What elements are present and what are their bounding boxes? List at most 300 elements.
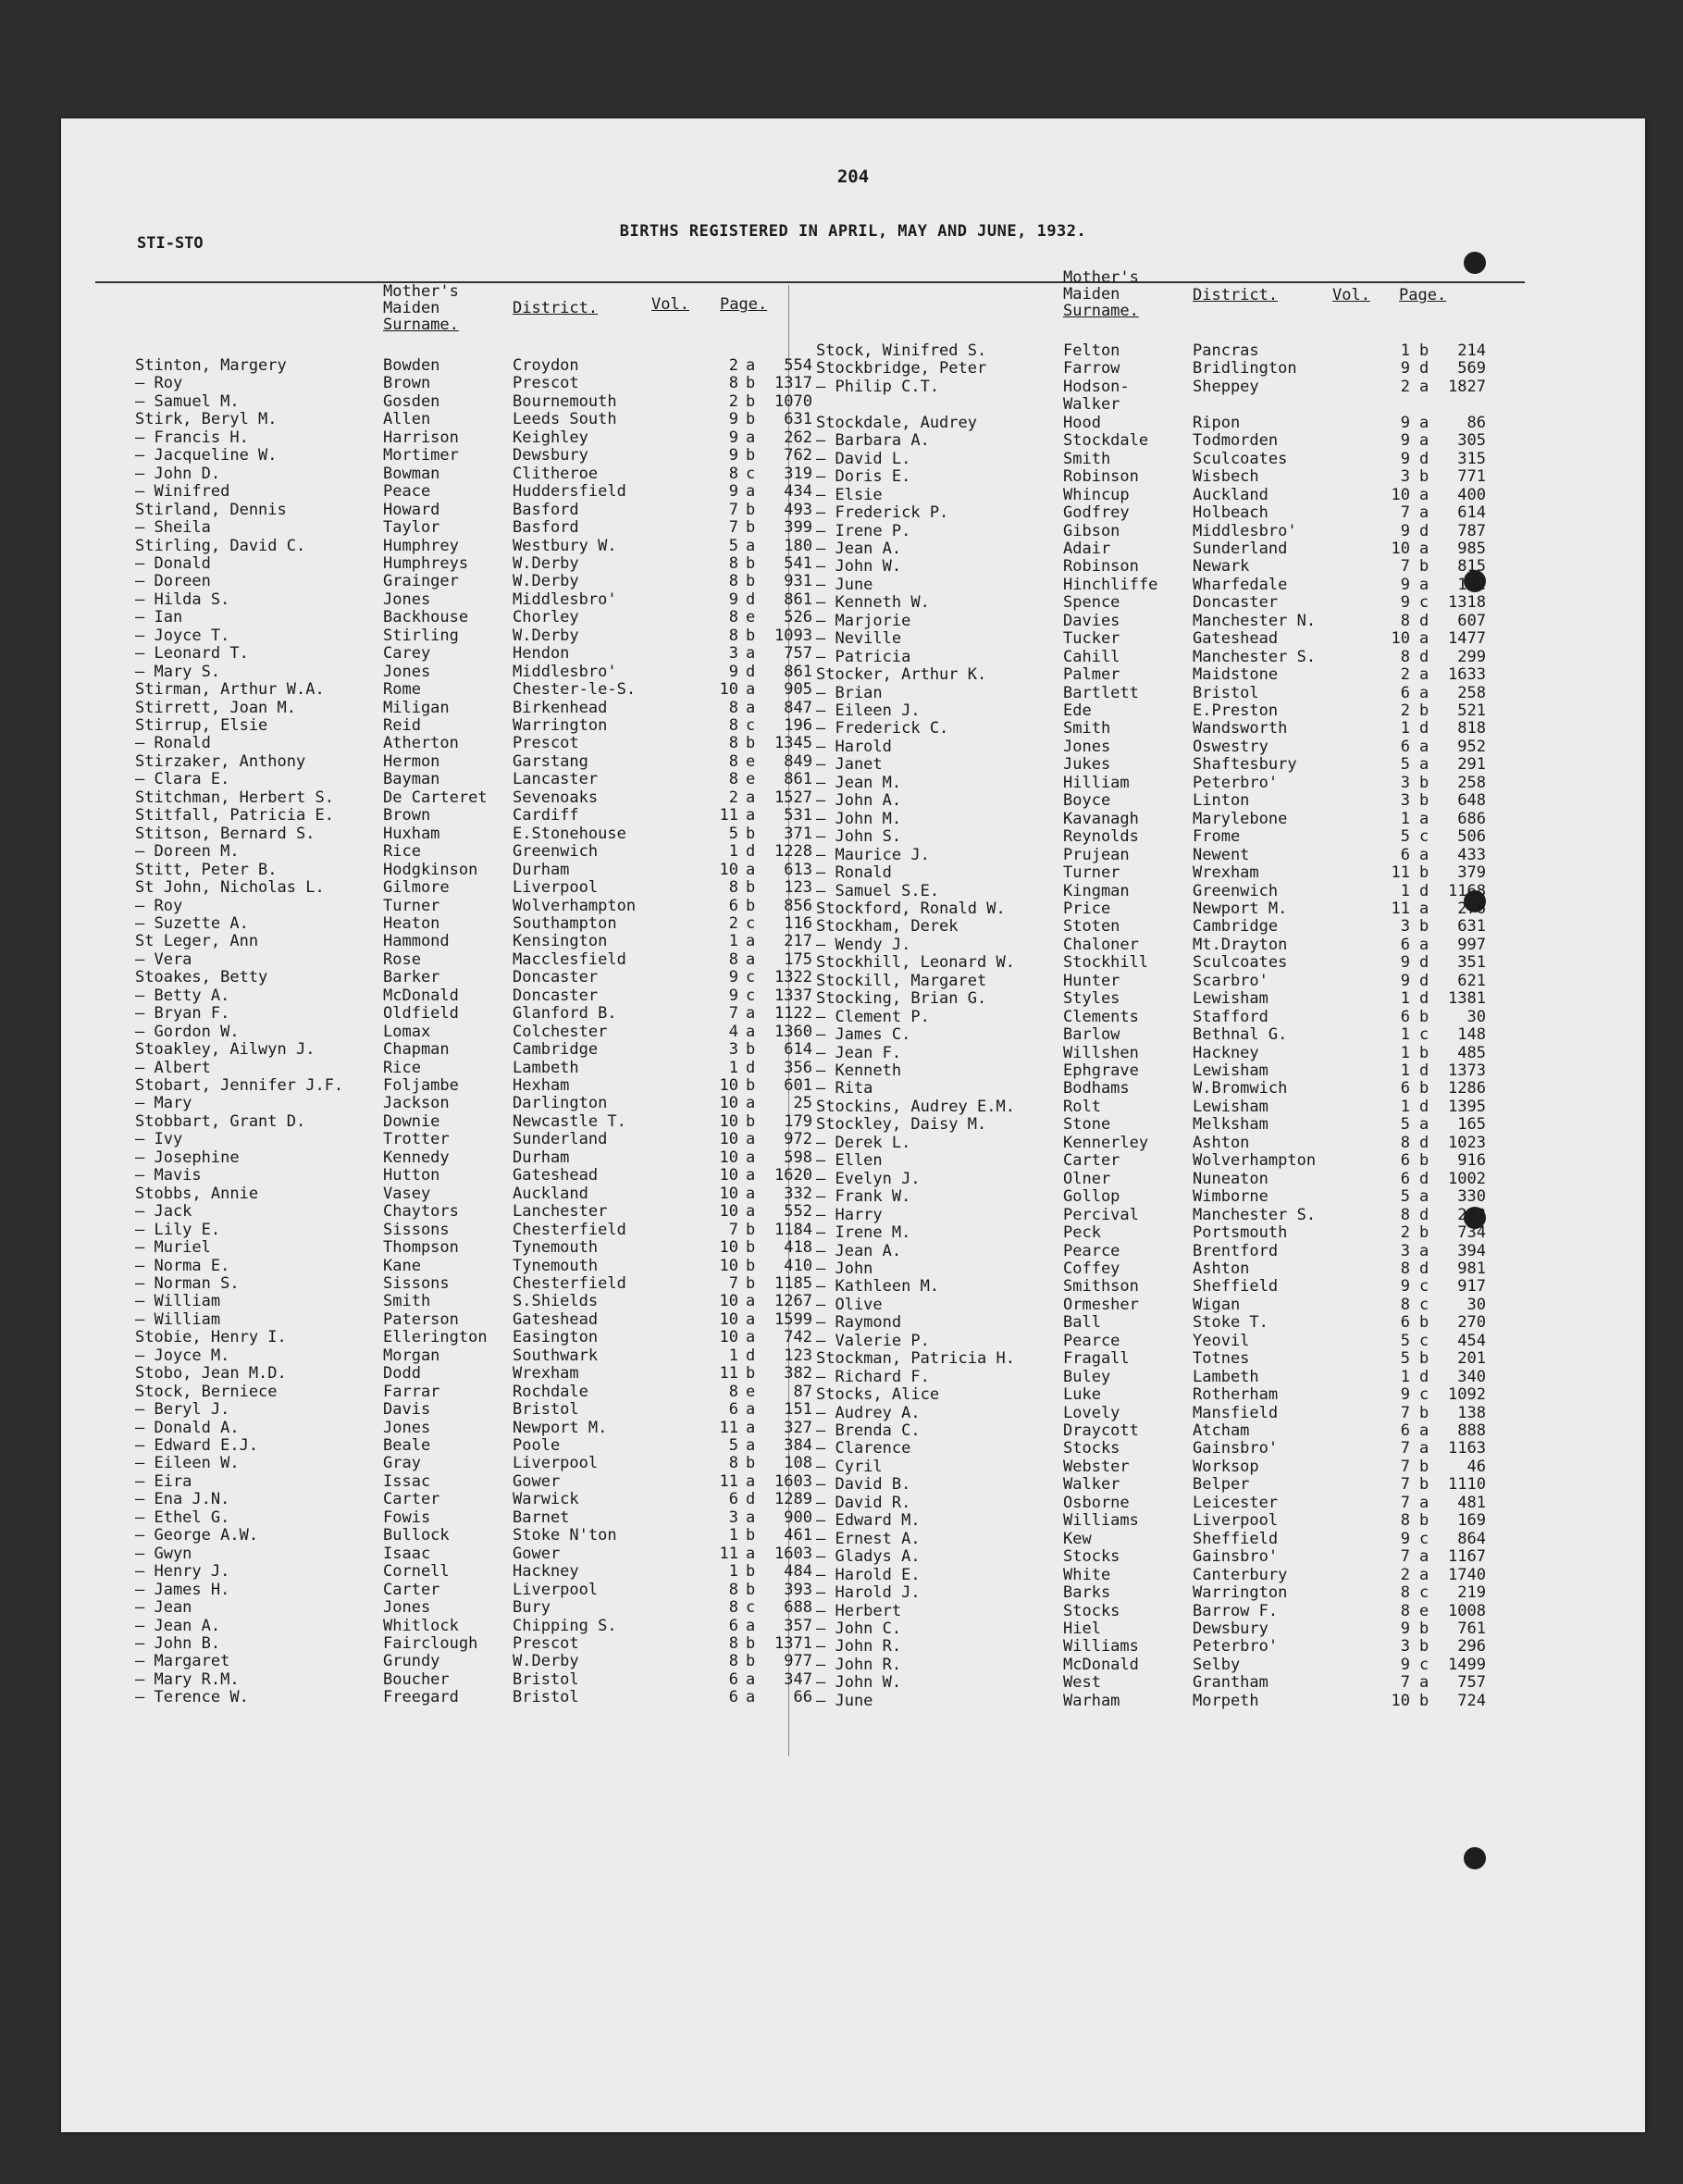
volume-letter: b (1419, 1403, 1429, 1422)
mother-maiden-surname: Kavanagh (1063, 809, 1139, 828)
volume-number: 8 (728, 770, 738, 789)
volume-number: 1 (728, 1526, 738, 1545)
volume-number: 6 (1400, 683, 1410, 702)
page-number-cell: 506 (1457, 827, 1486, 847)
volume-letter: b (1419, 1151, 1429, 1171)
mother-maiden-surname: Stockdale (1063, 431, 1149, 451)
volume-letter: b (1419, 1043, 1429, 1062)
page-number-cell: 356 (784, 1058, 812, 1077)
page-header-right: Page. (1399, 286, 1447, 304)
register-page (61, 118, 1645, 2132)
volume-letter: b (746, 374, 756, 393)
volume-number: 9 (1400, 1655, 1410, 1674)
mother-maiden-surname: Gollop (1063, 1187, 1120, 1207)
mother-maiden-surname: Carey (383, 644, 431, 664)
mother-maiden-surname: Styles (1063, 989, 1120, 1009)
volume-letter: d (1419, 611, 1429, 630)
mother-maiden-surname: Stoten (1063, 917, 1120, 937)
volume-letter: a (746, 1328, 756, 1347)
mother-maiden-surname: Williams (1063, 1637, 1139, 1657)
volume-number: 3 (1400, 791, 1410, 811)
district: Lambeth (513, 1058, 579, 1077)
mother-maiden-surname: Rose (383, 949, 421, 969)
page-number-cell: 905 (784, 680, 812, 700)
page-number-cell: 1008 (1448, 1601, 1486, 1620)
district: Gateshead (513, 1166, 599, 1185)
volume-letter: a (1419, 845, 1429, 864)
mother-maiden-surname: Farrow (1063, 359, 1120, 378)
volume-letter: a (746, 1309, 756, 1329)
mother-maiden-surname: Chaloner (1063, 935, 1139, 954)
volume-number: 6 (728, 1669, 738, 1689)
volume-letter: d (746, 1490, 756, 1509)
volume-letter: a (746, 1508, 756, 1527)
district: Prescot (513, 734, 579, 753)
mother-maiden-surname: Oldfield (383, 1004, 459, 1024)
volume-number: 5 (728, 1436, 738, 1455)
volume-number: 8 (728, 734, 738, 753)
page-number-cell: 484 (784, 1562, 812, 1582)
mother-maiden-surname: Huxham (383, 824, 440, 843)
page-number-cell: 485 (1457, 1043, 1486, 1062)
volume-letter: b (1419, 773, 1429, 792)
volume-number: 3 (728, 1040, 738, 1060)
page-number-cell: 1317 (774, 374, 812, 393)
mother-maiden-surname: Ellerington (383, 1328, 488, 1347)
volume-number: 6 (728, 1616, 738, 1635)
page-number-cell: 418 (784, 1238, 812, 1258)
volume-number: 11 (1391, 899, 1410, 918)
district: Huddersfield (513, 482, 626, 502)
volume-number: 10 (719, 1166, 738, 1185)
volume-letter: b (746, 1111, 756, 1131)
page-number-cell: 379 (1457, 863, 1486, 883)
volume-letter: a (1419, 413, 1429, 432)
volume-letter: b (746, 391, 756, 411)
page-number-cell: 201 (1457, 1349, 1486, 1369)
mother-maiden-surname: Stocks (1063, 1601, 1120, 1620)
district: Bristol (513, 1688, 579, 1707)
district: Cambridge (513, 1040, 599, 1060)
volume-number: 4 (728, 1022, 738, 1041)
page-number-cell: 847 (784, 698, 812, 717)
district: Durham (513, 860, 570, 879)
volume-letter: a (1419, 899, 1429, 918)
page-number-cell: 552 (784, 1202, 812, 1222)
entry-name: — Patricia (816, 647, 911, 666)
entry-name: Stock, Berniece (135, 1382, 278, 1401)
entry-name: — John B. (135, 1633, 221, 1653)
district: Newport M. (1193, 899, 1288, 918)
volume-number: 8 (728, 698, 738, 717)
entry-name: — Derek L. (816, 1133, 911, 1152)
page-number-cell: 1228 (774, 842, 812, 862)
page-number-cell: 621 (1457, 971, 1486, 990)
entry-name: — Harry (816, 1205, 883, 1224)
district: Lewisham (1193, 1061, 1268, 1080)
page-number-cell: 916 (1457, 1151, 1486, 1171)
district: Auckland (1193, 485, 1268, 504)
volume-letter: b (1419, 1457, 1429, 1476)
district: Greenwich (513, 842, 599, 862)
page-number-cell: 1337 (774, 986, 812, 1005)
page-number-cell: 1371 (774, 1633, 812, 1653)
district: Shaftesbury (1193, 755, 1297, 775)
district: Westbury W. (513, 536, 617, 555)
page-number-cell: 631 (784, 410, 812, 429)
page-number-cell: 977 (784, 1652, 812, 1671)
district: Scarbro' (1193, 971, 1268, 990)
volume-number: 8 (728, 1598, 738, 1618)
page-number-cell: 108 (784, 1454, 812, 1473)
page-number-cell: 148 (1457, 1025, 1486, 1045)
entry-name: — Eileen W. (135, 1454, 240, 1473)
volume-number: 1 (728, 1562, 738, 1582)
entry-name: — June (816, 1691, 873, 1710)
district: Manchester S. (1193, 1205, 1317, 1224)
entry-name: — John W. (816, 1673, 902, 1693)
volume-letter: b (1419, 1007, 1429, 1026)
volume-letter: a (1419, 1493, 1429, 1512)
district: Basford (513, 518, 579, 538)
volume-letter: a (746, 536, 756, 555)
district: Morpeth (1193, 1691, 1259, 1710)
volume-letter: d (746, 1346, 756, 1365)
page-number-cell: 569 (1457, 359, 1486, 378)
volume-letter: c (746, 968, 756, 987)
entry-name: Stoakley, Ailwyn J. (135, 1040, 316, 1060)
volume-letter: d (746, 1058, 756, 1077)
entry-name: Stockill, Margaret (816, 971, 987, 990)
volume-letter: a (746, 1184, 756, 1203)
entry-name: — David R. (816, 1493, 911, 1512)
page-number-cell: 1167 (1448, 1547, 1486, 1567)
mother-maiden-surname: Beale (383, 1436, 431, 1455)
volume-number: 8 (1400, 1511, 1410, 1531)
mother-maiden-surname: Warham (1063, 1691, 1120, 1710)
district: Peterbro' (1193, 773, 1279, 792)
page-number-cell: 900 (784, 1508, 812, 1527)
page-number-cell: 180 (784, 536, 812, 555)
district: Maidstone (1193, 665, 1279, 685)
entry-name: — Vera (135, 949, 192, 969)
page-number-cell: 1267 (774, 1292, 812, 1311)
district: Wigan (1193, 1295, 1241, 1314)
mother-maiden-surname: Webster (1063, 1457, 1130, 1476)
volume-letter: b (746, 572, 756, 591)
page-number-cell: 151 (784, 1400, 812, 1420)
volume-letter: a (746, 806, 756, 825)
entry-name: — Bryan F. (135, 1004, 230, 1024)
entry-name: — Norman S. (135, 1273, 240, 1293)
entry-name: — Maurice J. (816, 845, 930, 864)
district: Belper (1193, 1475, 1250, 1495)
mother-maiden-surname: Hermon (383, 751, 440, 771)
volume-letter: b (746, 500, 756, 519)
entry-name: — James H. (135, 1580, 230, 1599)
mother-maiden-surname: Coffey (1063, 1259, 1120, 1278)
volume-letter: a (1419, 755, 1429, 775)
entry-name: — Edward E.J. (135, 1436, 259, 1455)
mother-maiden-surname: Brown (383, 374, 431, 393)
district: Wrexham (513, 1364, 579, 1384)
mother-maiden-surname: Vasey (383, 1184, 431, 1203)
volume-number: 5 (1400, 1349, 1410, 1369)
entry-name: — Kenneth (816, 1061, 902, 1080)
volume-number: 1 (728, 1346, 738, 1365)
district: Middlesbro' (1193, 521, 1297, 540)
page-number-cell: 688 (784, 1598, 812, 1618)
volume-number: 7 (1400, 1403, 1410, 1422)
page-number-cell: 196 (784, 716, 812, 735)
volume-number: 11 (719, 1544, 738, 1563)
volume-number: 8 (1400, 1133, 1410, 1152)
page-number-cell: 849 (784, 751, 812, 771)
entry-name: — Harold J. (816, 1583, 921, 1603)
volume-number: 9 (1400, 593, 1410, 613)
district: Leeds South (513, 410, 617, 429)
volume-number: 2 (728, 913, 738, 933)
district: Bridlington (1193, 359, 1297, 378)
district: Wisbech (1193, 467, 1259, 487)
volume-number: 9 (728, 986, 738, 1005)
page-number-cell: 332 (784, 1184, 812, 1203)
vol-header-left: Vol. (651, 295, 689, 314)
volume-letter: a (746, 1148, 756, 1167)
volume-number: 9 (1400, 359, 1410, 378)
volume-number: 2 (728, 788, 738, 807)
district: Middlesbro' (513, 589, 617, 609)
page-number-cell: 613 (784, 860, 812, 879)
district: Chorley (513, 608, 579, 627)
page-number-cell: 175 (784, 949, 812, 969)
page-number-cell: 1740 (1448, 1565, 1486, 1584)
volume-letter: c (1419, 593, 1429, 613)
entry-name: Stitt, Peter B. (135, 860, 278, 879)
district: Croydon (513, 356, 579, 375)
volume-letter: a (1419, 1115, 1429, 1135)
page-number-cell: 276 (1457, 899, 1486, 918)
volume-number: 8 (728, 553, 738, 573)
mother-maiden-surname: Adair (1063, 539, 1111, 558)
mother-maiden-surname: Walker (1063, 395, 1120, 415)
volume-letter: a (746, 932, 756, 951)
mother-maiden-surname: Fowis (383, 1508, 431, 1527)
volume-letter: b (746, 1273, 756, 1293)
district: Portsmouth (1193, 1223, 1288, 1243)
district: Doncaster (513, 968, 599, 987)
page-number-cell: 1633 (1448, 665, 1486, 685)
volume-letter: a (746, 1544, 756, 1563)
entry-name: — Cyril (816, 1457, 883, 1476)
volume-number: 2 (1400, 701, 1410, 720)
entry-name: — Doreen (135, 572, 211, 591)
page-number-cell: 296 (1457, 1637, 1486, 1657)
entry-name: — Clara E. (135, 770, 230, 789)
volume-number: 7 (728, 500, 738, 519)
page-number-cell: 815 (1457, 557, 1486, 577)
district: Glanford B. (513, 1004, 617, 1024)
volume-number: 3 (728, 644, 738, 664)
mother-maiden-surname: Barker (383, 968, 440, 987)
district: Sevenoaks (513, 788, 599, 807)
volume-number: 1 (1400, 341, 1410, 360)
district: Frome (1193, 827, 1241, 847)
volume-number: 2 (1400, 377, 1410, 396)
volume-letter: a (1419, 539, 1429, 558)
page-number-cell: 1168 (1448, 881, 1486, 900)
volume-letter: a (746, 1436, 756, 1455)
district-header-left: District. (513, 299, 599, 317)
volume-letter: a (746, 1022, 756, 1041)
entry-name: — Josephine (135, 1148, 240, 1167)
volume-letter: b (1419, 1619, 1429, 1638)
page-number-cell: 217 (784, 932, 812, 951)
mother-maiden-surname: Freegard (383, 1688, 459, 1707)
page-number-cell: 762 (784, 446, 812, 465)
entry-name: — Harold (816, 737, 892, 756)
volume-letter: a (1419, 1241, 1429, 1260)
volume-letter: a (1419, 485, 1429, 504)
page-number-cell: 1286 (1448, 1079, 1486, 1098)
volume-number: 9 (1400, 1619, 1410, 1638)
mother-maiden-surname: Lovely (1063, 1403, 1120, 1422)
entry-name: — Mary S. (135, 662, 221, 681)
volume-number: 3 (1400, 917, 1410, 937)
volume-letter: a (1419, 1673, 1429, 1693)
mother-maiden-surname: Olner (1063, 1169, 1111, 1188)
volume-letter: c (746, 1598, 756, 1618)
district: Gower (513, 1544, 561, 1563)
district: Atcham (1193, 1421, 1250, 1440)
district: Sheffield (1193, 1277, 1279, 1297)
volume-number: 10 (719, 1148, 738, 1167)
volume-number: 11 (719, 806, 738, 825)
volume-number: 7 (1400, 557, 1410, 577)
volume-letter: c (1419, 1295, 1429, 1314)
volume-letter: b (746, 878, 756, 898)
volume-letter: a (746, 949, 756, 969)
mother-maiden-surname: Rome (383, 680, 421, 700)
mother-maiden-surname: Brown (383, 806, 431, 825)
mother-maiden-surname: Gilmore (383, 878, 450, 898)
volume-letter: c (1419, 1331, 1429, 1350)
entry-name: — David B. (816, 1475, 911, 1495)
mother-maiden-surname: Prujean (1063, 845, 1130, 864)
mother-maiden-surname: Smith (1063, 719, 1111, 738)
page-number-cell: 382 (784, 1364, 812, 1384)
volume-number: 6 (1400, 935, 1410, 954)
entry-name: — Ronald (135, 734, 211, 753)
volume-letter: b (746, 553, 756, 573)
volume-number: 9 (728, 446, 738, 465)
volume-number: 8 (728, 716, 738, 735)
page-number-cell: 30 (1466, 1007, 1486, 1026)
volume-letter: d (1419, 719, 1429, 738)
page-number-cell: 1620 (774, 1166, 812, 1185)
page-number-cell: 394 (1457, 1241, 1486, 1260)
mother-maiden-surname: Paterson (383, 1309, 459, 1329)
entry-name: — Marjorie (816, 611, 911, 630)
volume-letter: b (746, 1454, 756, 1473)
entry-name: — Gladys A. (816, 1547, 921, 1567)
page-number-cell: 614 (784, 1040, 812, 1060)
mother-maiden-surname: Jones (383, 1598, 431, 1618)
entry-name: — Richard F. (816, 1367, 930, 1386)
page-number-cell: 1002 (1448, 1169, 1486, 1188)
district: Tynemouth (513, 1238, 599, 1258)
mother-maiden-surname: Kingman (1063, 881, 1130, 900)
volume-letter: a (746, 1616, 756, 1635)
district: Cambridge (1193, 917, 1279, 937)
district: Worksop (1193, 1457, 1259, 1476)
page-number-cell: 1185 (774, 1273, 812, 1293)
page-number-cell: 1360 (774, 1022, 812, 1041)
district: Bristol (1193, 683, 1259, 702)
entry-name: — Ian (135, 608, 183, 627)
entry-name: — Suzette A. (135, 913, 249, 933)
page-number-cell: 981 (1457, 1259, 1486, 1278)
district: Linton (1193, 791, 1250, 811)
mother-maiden-surname: Godfrey (1063, 503, 1130, 523)
mother-maiden-surname: Jukes (1063, 755, 1111, 775)
mother-maiden-surname: Hammond (383, 932, 450, 951)
entry-name: — Olive (816, 1295, 883, 1314)
volume-letter: b (1419, 467, 1429, 487)
mother-maiden-surname: Heaton (383, 913, 440, 933)
volume-number: 8 (728, 1454, 738, 1473)
district: Kensington (513, 932, 608, 951)
entry-name: Stirrup, Elsie (135, 716, 268, 735)
volume-letter: b (1419, 341, 1429, 360)
volume-letter: a (746, 428, 756, 447)
volume-letter: d (1419, 1133, 1429, 1152)
entry-name: Stockham, Derek (816, 917, 959, 937)
page-number-cell: 1477 (1448, 629, 1486, 649)
volume-number: 8 (1400, 1583, 1410, 1603)
entry-name: — Sheila (135, 518, 211, 538)
page-number-cell: 1373 (1448, 1061, 1486, 1080)
district: Gainsbro' (1193, 1547, 1279, 1567)
volume-number: 8 (1400, 1259, 1410, 1278)
entry-name: — Leonard T. (135, 644, 249, 664)
mother-maiden-surname: Grundy (383, 1652, 440, 1671)
entry-name: — Philip C.T. (816, 377, 940, 396)
mother-maiden-surname: Gray (383, 1454, 421, 1473)
mother-maiden-surname: Barlow (1063, 1025, 1120, 1045)
page-number-cell: 169 (1457, 1511, 1486, 1531)
volume-number: 11 (719, 1418, 738, 1437)
entry-name: Stocking, Brian G. (816, 989, 987, 1009)
entry-name: — Jacqueline W. (135, 446, 278, 465)
page-number-cell: 461 (784, 1526, 812, 1545)
mother-maiden-surname: Pearce (1063, 1241, 1120, 1260)
entry-name: — Rita (816, 1079, 873, 1098)
mother-maiden-surname: Stirling (383, 626, 459, 645)
volume-number: 5 (1400, 1187, 1410, 1207)
mother-maiden-surname: Gibson (1063, 521, 1120, 540)
entry-name: Stirk, Beryl M. (135, 410, 278, 429)
district: E.Stonehouse (513, 824, 626, 843)
volume-number: 1 (1400, 989, 1410, 1009)
district: W.Derby (513, 1652, 579, 1671)
mother-maiden-surname: Jones (383, 662, 431, 681)
entry-name: — Frederick C. (816, 719, 949, 738)
volume-number: 8 (728, 1652, 738, 1671)
volume-letter: b (1419, 791, 1429, 811)
page-number-cell: 1163 (1448, 1439, 1486, 1458)
mother-maiden-surname: Chaytors (383, 1202, 459, 1222)
